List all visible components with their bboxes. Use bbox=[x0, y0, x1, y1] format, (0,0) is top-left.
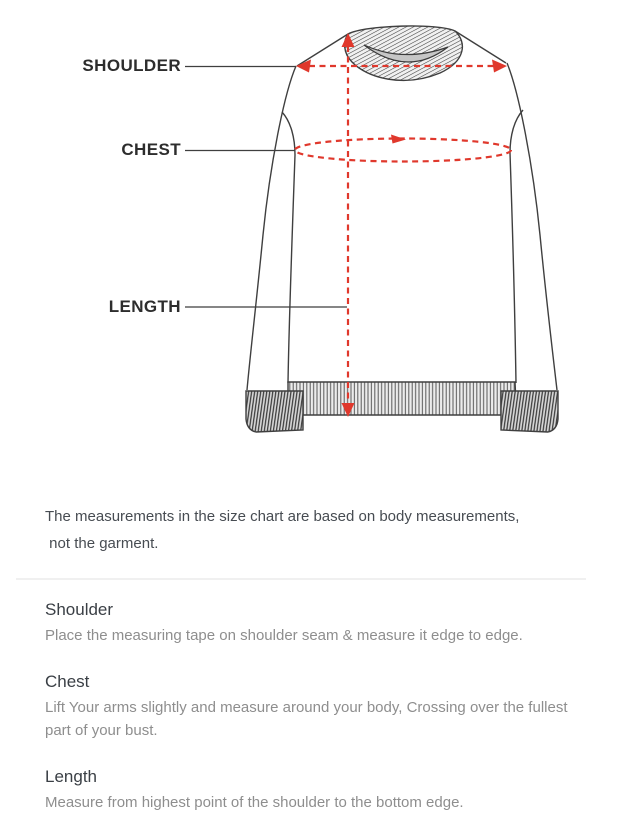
right-body-edge bbox=[510, 153, 516, 383]
shoulder-measure-label: SHOULDER bbox=[82, 56, 181, 75]
section-shoulder bbox=[45, 599, 593, 647]
left-body-edge bbox=[288, 155, 295, 383]
divider-line bbox=[16, 578, 586, 580]
right-sleeve-outer bbox=[507, 63, 557, 390]
left-shoulder-seam bbox=[297, 34, 348, 66]
sweater-outline bbox=[247, 31, 557, 390]
section-desc-length bbox=[45, 791, 593, 814]
right-cuff bbox=[501, 391, 558, 432]
section-desc-length-line1: Measure from highest point of the shoulder to the bottom edge. bbox=[45, 794, 464, 811]
note-line-1: The measurements in the size chart are based on body measurements, bbox=[45, 508, 520, 525]
section-desc-chest-line1: Lift Your arms slightly and measure around your body, Crossing over the fullest bbox=[45, 699, 568, 716]
section-desc-shoulder-line1: Place the measuring tape on shoulder seam & measure it edge to edge. bbox=[45, 627, 523, 644]
label-lines bbox=[185, 67, 347, 308]
section-desc-chest bbox=[45, 696, 593, 742]
size-chart-note bbox=[45, 503, 593, 557]
hem-rib-band bbox=[288, 382, 516, 415]
section-length bbox=[45, 766, 593, 814]
left-armhole-seam bbox=[282, 112, 295, 155]
chest-arrowhead bbox=[391, 135, 406, 144]
section-title-chest: Chest bbox=[45, 672, 90, 691]
section-desc-chest-line2: part of your bust. bbox=[45, 722, 158, 739]
left-cuff bbox=[246, 391, 303, 432]
length-measure-label: LENGTH bbox=[108, 297, 181, 316]
measurement-instructions bbox=[0, 470, 638, 814]
chest-measure-label: CHEST bbox=[121, 140, 181, 159]
section-title-length: Length bbox=[45, 767, 97, 786]
section-desc-shoulder bbox=[45, 624, 593, 647]
section-title-shoulder: Shoulder bbox=[45, 600, 114, 619]
right-armhole-seam bbox=[510, 110, 523, 153]
collar-rib-band bbox=[345, 26, 463, 80]
measurement-arrows bbox=[295, 46, 511, 404]
note-line-2: not the garment. bbox=[45, 535, 159, 552]
arrowheads bbox=[296, 33, 507, 417]
section-chest bbox=[45, 671, 593, 742]
chest-girth-ellipse bbox=[295, 139, 511, 162]
